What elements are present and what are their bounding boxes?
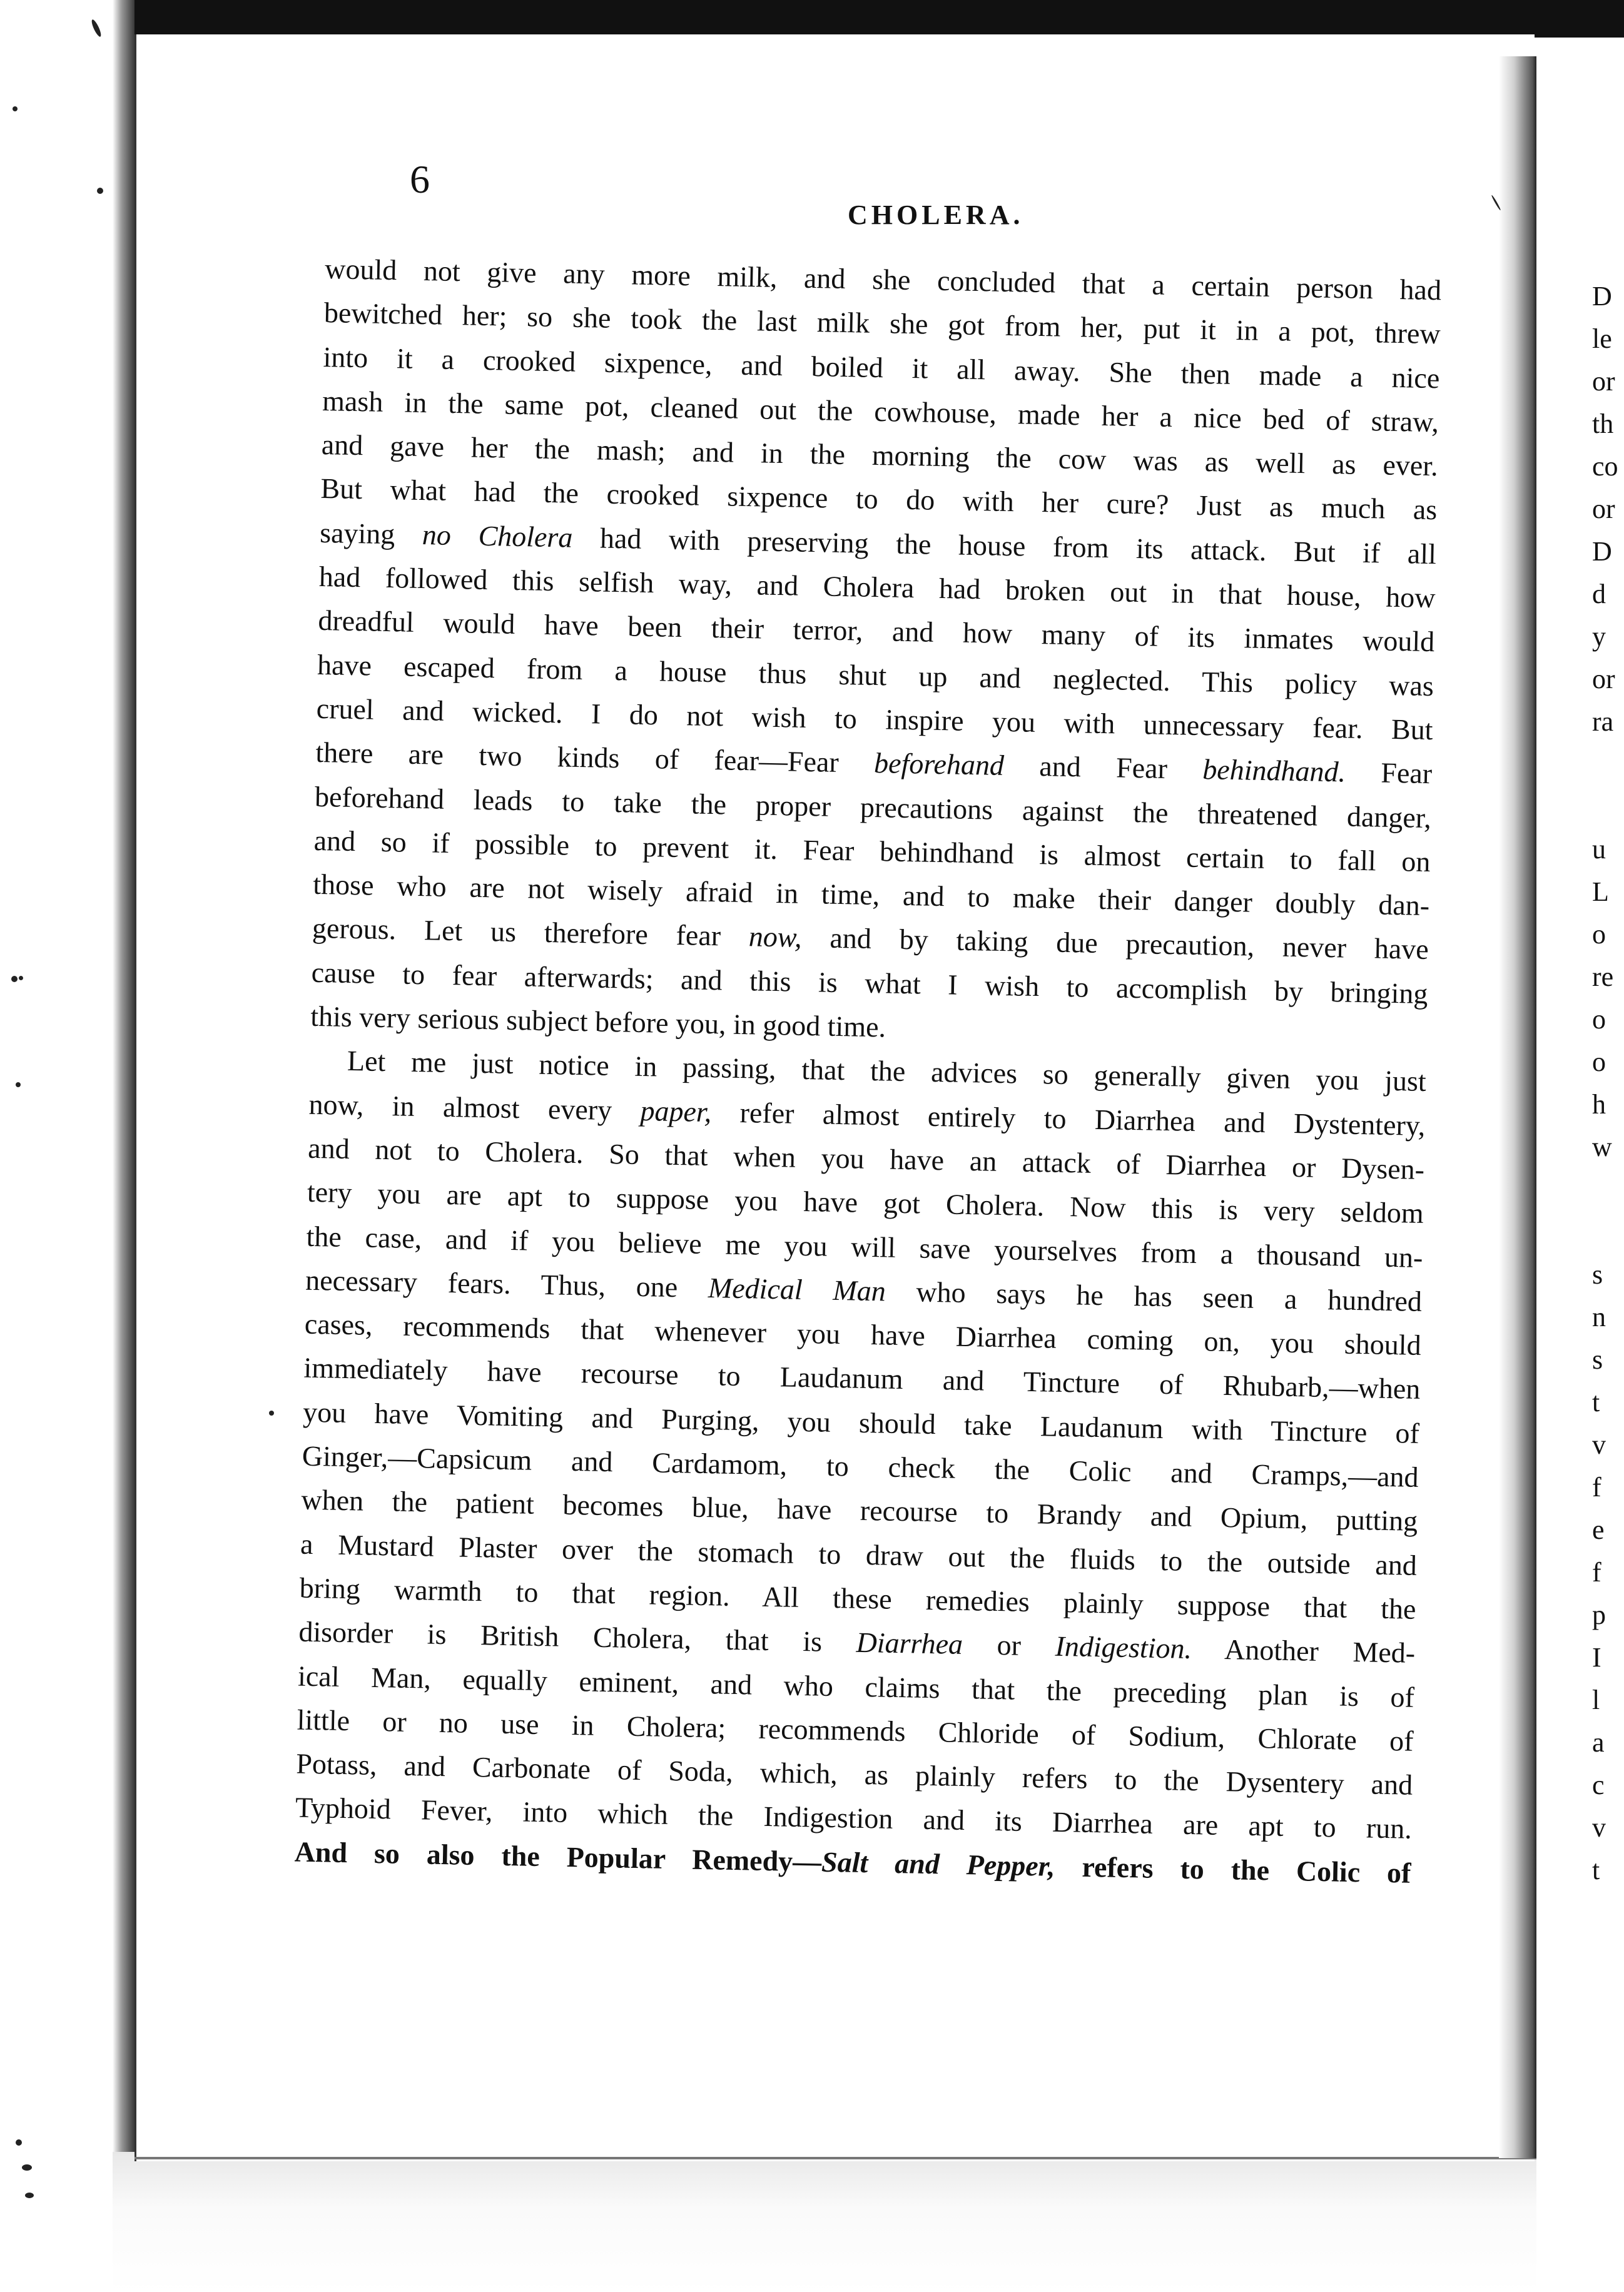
page-bottom-shadow: [113, 2152, 1539, 2292]
text-run: ical Man, equally eminent, and who claims that the preceding plan is of: [297, 1660, 1415, 1713]
text-run: a Mustard Plaster over the stomach to draw out the fluids to the outside and: [300, 1528, 1418, 1581]
text-run: cruel and wicked. I do not wish to inspire you with unnecessary fear. But: [316, 692, 1434, 746]
scan-speck: [11, 976, 18, 982]
text-run: But what had the crooked sixpence to do with her cure? Just as much as: [320, 472, 1438, 526]
text-run: Fear: [1345, 756, 1433, 790]
text-run: Another Med-: [1191, 1633, 1416, 1670]
page-bottom-edge: [134, 2157, 1542, 2159]
italic-run: now,: [748, 920, 803, 954]
facing-page-fragment: o: [1592, 919, 1606, 950]
facing-page-fragment: w: [1592, 1132, 1612, 1162]
facing-page-fragment: [1592, 1211, 1624, 1254]
text-run: disorder is British Cholera, that is: [298, 1615, 857, 1658]
facing-page-fragment: [1592, 743, 1624, 786]
scan-speck: [16, 1082, 21, 1087]
text-run: when the patient becomes blue, have recourse to Brandy and Opium, putting: [301, 1483, 1418, 1538]
body-text: [294, 247, 1442, 1895]
italic-run: Diarrhea: [856, 1626, 963, 1661]
text-run: cause to fear afterwards; and this is what I wish to accomplish by bringing: [311, 956, 1428, 1010]
text-run: into it a crooked sixpence, and boiled it all away. She then made a nice: [323, 340, 1440, 394]
text-run: and by taking due precaution, never have: [801, 921, 1429, 966]
text-run: there are two kinds of fear—Fear: [315, 736, 875, 779]
italic-run: behindhand.: [1202, 753, 1346, 788]
text-run: the case, and if you believe me you will save yourselves from a thousand un-: [306, 1220, 1423, 1274]
text-run: and not to Cholera. So that when you have an attack of Diarrhea or Dysen-: [307, 1132, 1425, 1185]
text-run: this very serious subject before you, in good time.: [310, 1000, 886, 1043]
text-run: necessary fears. Thus, one: [305, 1264, 709, 1304]
facing-page-fragment: th: [1592, 408, 1614, 439]
facing-page-fragment: n: [1592, 1302, 1606, 1332]
scan-speck: [16, 2139, 22, 2146]
facing-page-fragment: L: [1592, 876, 1609, 907]
facing-page-fragment: p: [1592, 1600, 1606, 1630]
facing-page-fragment: s: [1592, 1259, 1603, 1290]
italic-run: beforehand: [873, 747, 1005, 782]
text-run: have escaped from a house thus shut up and neglected. This policy was: [317, 648, 1434, 702]
text-run: and Fear: [1003, 749, 1203, 786]
facing-page-fragment: I: [1592, 1642, 1601, 1673]
facing-page-fragment: a: [1592, 1727, 1605, 1758]
scan-speck: [25, 2193, 34, 2198]
facing-page-fragment: [1592, 786, 1624, 828]
text-run: now, in almost every: [308, 1088, 641, 1127]
facing-page-fragment: l: [1592, 1685, 1600, 1715]
facing-page-fragment: le: [1592, 323, 1612, 354]
scan-speck: [269, 1411, 274, 1416]
text-run: you have Vomiting and Purging, you should take Laudanum with Tincture of: [302, 1396, 1420, 1449]
scan-speck: [19, 976, 23, 980]
page-edge-shadow: [113, 0, 138, 2292]
page-number: 6: [410, 157, 430, 201]
text-run: cases, recommends that whenever you have Diarrhea coming on, you should: [304, 1307, 1422, 1362]
text-run: who says he has seen a hundred: [885, 1275, 1423, 1317]
text-run: beforehand leads to take the proper precautions against the threatened danger,: [314, 780, 1432, 834]
facing-page-fragment: v: [1592, 1812, 1606, 1843]
facing-page-fragment: D: [1592, 281, 1612, 312]
facing-page-fragment: e: [1592, 1514, 1605, 1545]
text-run: saying: [319, 516, 423, 550]
text-run: little or no use in Cholera; recommends Chloride of Sodium, Chlorate of: [297, 1703, 1414, 1757]
text-run: mash in the same pot, cleaned out the cowhouse, made her a nice bed of straw,: [322, 384, 1439, 439]
facing-page-fragment: D: [1592, 536, 1612, 567]
text-run: had with preserving the house from its attack. But if all: [572, 521, 1437, 570]
text-run: or: [962, 1628, 1056, 1663]
text-run: Ginger,—Capsicum and Cardamom, to check the Colic and Cramps,—and: [302, 1439, 1419, 1493]
facing-page-text-fragments: [1592, 275, 1624, 1892]
italic-run: Medical Man: [708, 1271, 886, 1307]
text-run: And so also the Popular Remedy—: [294, 1835, 822, 1878]
text-run: tery you are apt to suppose you have got Cholera. Now this is very seldom: [307, 1175, 1424, 1230]
text-run: and so if possible to prevent it. Fear behindhand is almost certain to fall on: [313, 824, 1431, 878]
text-run: would not give any more milk, and she concluded that a certain person had: [324, 252, 1442, 307]
book-gutter: [1499, 56, 1536, 2158]
facing-page-fragment: re: [1592, 961, 1614, 992]
facing-page-fragment: or: [1592, 366, 1615, 397]
facing-page-fragment: v: [1592, 1429, 1606, 1460]
scan-speck: [97, 188, 103, 194]
text-run: Let me just notice in passing, that the advices so generally given you just: [347, 1045, 1427, 1098]
facing-page-fragment: [1592, 1169, 1624, 1211]
facing-page-fragment: t: [1592, 1387, 1600, 1417]
facing-page-fragment: s: [1592, 1344, 1603, 1375]
facing-page-fragment: or: [1592, 664, 1615, 694]
facing-page-fragment: y: [1592, 621, 1606, 652]
facing-page-fragment: or: [1592, 494, 1615, 524]
text-run: refers to the Colic of: [1055, 1850, 1411, 1889]
facing-page-fragment: o: [1592, 1047, 1606, 1077]
facing-page-fragment: o: [1592, 1004, 1606, 1035]
facing-page-fragment: h: [1592, 1089, 1606, 1120]
scan-top-border: [134, 0, 1624, 38]
text-run: immediately have recourse to Laudanum and Tincture of Rhubarb,—when: [303, 1352, 1421, 1406]
text-run: refer almost entirely to Diarrhea and Dystentery,: [711, 1095, 1426, 1142]
italic-run: no Cholera: [422, 518, 573, 554]
scan-speck: [22, 2164, 32, 2171]
italic-run: Indigestion.: [1055, 1630, 1192, 1665]
text-run: dreadful would have been their terror, and how many of its inmates would: [318, 604, 1435, 658]
facing-page-fragment: u: [1592, 834, 1606, 865]
text-run: gerous. Let us therefore fear: [312, 912, 749, 953]
text-run: Typhoid Fever, into which the Indigestion and its Diarrhea are apt to run.: [295, 1791, 1413, 1845]
text-run: and gave her the mash; and in the morning the cow was as well as ever.: [321, 428, 1439, 482]
facing-page-fragment: co: [1592, 451, 1618, 482]
facing-page-fragment: ra: [1592, 706, 1614, 737]
text-run: bewitched her; so she took the last milk she got from her, put it in a pot, threw: [323, 297, 1441, 350]
italic-run: paper,: [640, 1094, 712, 1128]
running-head: CHOLERA.: [848, 200, 1024, 230]
facing-page-fragment: f: [1592, 1472, 1601, 1503]
text-run: those who are not wisely afraid in time, and to make their danger doubly dan-: [312, 868, 1430, 922]
text-run: Potass, and Carbonate of Soda, which, as plainly refers to the Dysentery and: [295, 1747, 1413, 1801]
text-run: bring warmth to that region. All these remedies plainly suppose that the: [299, 1571, 1417, 1625]
text-run: had followed this selfish way, and Cholera had broken out in that house, how: [318, 560, 1436, 614]
scan-speck: [13, 106, 18, 111]
italic-run: Salt and Pepper,: [821, 1845, 1056, 1882]
facing-page-fragment: f: [1592, 1557, 1601, 1588]
facing-page-fragment: t: [1592, 1855, 1600, 1885]
facing-page-fragment: c: [1592, 1770, 1605, 1800]
facing-page-fragment: d: [1592, 579, 1606, 609]
